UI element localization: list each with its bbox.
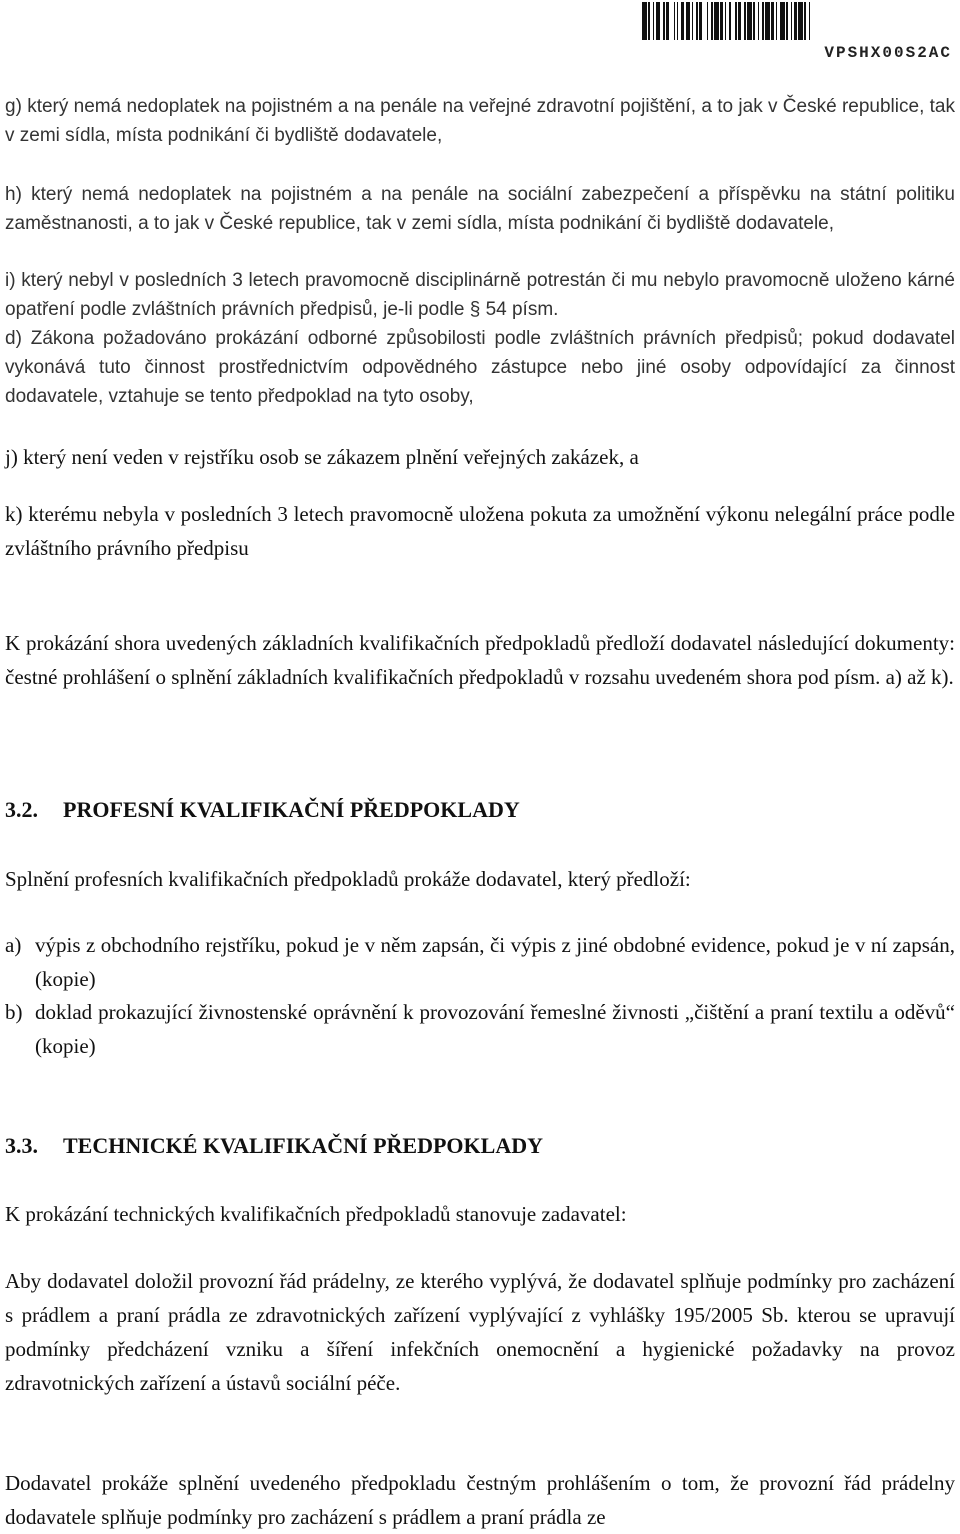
- paragraph-d: d) Zákona požadováno prokázání odborné způsobilosti podle zvláštních právních předpisů; pokud dodavatel vykonává tuto činnost prostřednictvím odpovědného zástupce nebo jiné osoby odpovídající za činnost dodavatele, vztahuje se tento předpoklad na tyto osoby,: [5, 328, 955, 407]
- paragraph-g: g) který nemá nedoplatek na pojistném a na penále na veřejné zdravotní pojištění, a to jak v České republice, tak v zemi sídla, místa podnikání či bydliště dodavatele,: [5, 96, 955, 146]
- section-32-number: 3.2.: [5, 797, 38, 822]
- section-32-item-a: [5, 928, 955, 996]
- item-label: a): [5, 933, 22, 957]
- section-32-intro: Splnění profesních kvalifikačních předpokladů prokáže dodavatel, který předloží:: [5, 867, 691, 891]
- section-32-heading: [5, 793, 520, 827]
- section-32-item-b: [5, 995, 955, 1063]
- section-33-paragraph-1: Aby dodavatel doložil provozní řád prádelny, ze kterého vyplývá, že dodavatel splňuje podmínky pro zacházení s prádlem a praní prádla ze zdravotnických zařízení vyplývající z vyhlášky 195/2005 Sb. kterou se upravují podmínky předcházení vzniku a šíření infekčních onemocnění a hygienické požadavky na provoz zdravotnických zařízení a ústavů sociální péče.: [5, 1269, 955, 1395]
- section-32-title: PROFESNÍ KVALIFIKAČNÍ PŘEDPOKLADY: [63, 797, 520, 822]
- paragraph-k: k) kterému nebyla v posledních 3 letech pravomocně uložena pokuta za umožnění výkonu nelegální práce podle zvláštního právního předpisu: [5, 502, 955, 560]
- paragraph-h: h) který nemá nedoplatek na pojistném a na penále na sociální zabezpečení a příspěvku na státní politiku zaměstnanosti, a to jak v České republice, tak v zemi sídla, místa podnikání či bydliště dodavatele,: [5, 184, 955, 234]
- paragraph-j: j) který není veden v rejstříku osob se zákazem plnění veřejných zakázek, a: [5, 445, 639, 469]
- barcode: [642, 2, 952, 64]
- section-33-paragraph-2: Dodavatel prokáže splnění uvedeného předpokladu čestným prohlášením o tom, že provozní řád prádelny dodavatele splňuje podmínky pro zacházení s prádlem a praní prádla ze: [5, 1471, 955, 1529]
- paragraph-proof: K prokázání shora uvedených základních kvalifikačních předpokladů předloží dodavatel následující dokumenty: čestné prohlášení o splnění základních kvalifikačních předpokladů v rozsahu uvedeném shora pod písm. a) až k).: [5, 631, 955, 689]
- item-text: výpis z obchodního rejstříku, pokud je v něm zapsán, či výpis z jiné obdobné evidence, pokud je v ní zapsán, (kopie): [35, 933, 955, 991]
- section-33-heading: [5, 1129, 543, 1163]
- item-label: b): [5, 1000, 23, 1024]
- barcode-bars: [642, 2, 952, 40]
- barcode-bar: [810, 2, 813, 40]
- section-33-title: TECHNICKÉ KVALIFIKAČNÍ PŘEDPOKLADY: [63, 1133, 543, 1158]
- section-33-intro: K prokázání technických kvalifikačních předpokladů stanovuje zadavatel:: [5, 1202, 627, 1226]
- section-33-number: 3.3.: [5, 1133, 38, 1158]
- item-text: doklad prokazující živnostenské oprávnění k provozování řemeslné živnosti „čištění a praní textilu a oděvů“ (kopie): [35, 1000, 955, 1058]
- barcode-code: VPSHX00S2AC: [824, 44, 952, 62]
- paragraph-i: i) který nebyl v posledních 3 letech pravomocně disciplinárně potrestán či mu nebylo pravomocně uloženo kárné opatření podle zvláštních právních předpisů, je-li podle § 54 písm.: [5, 270, 955, 320]
